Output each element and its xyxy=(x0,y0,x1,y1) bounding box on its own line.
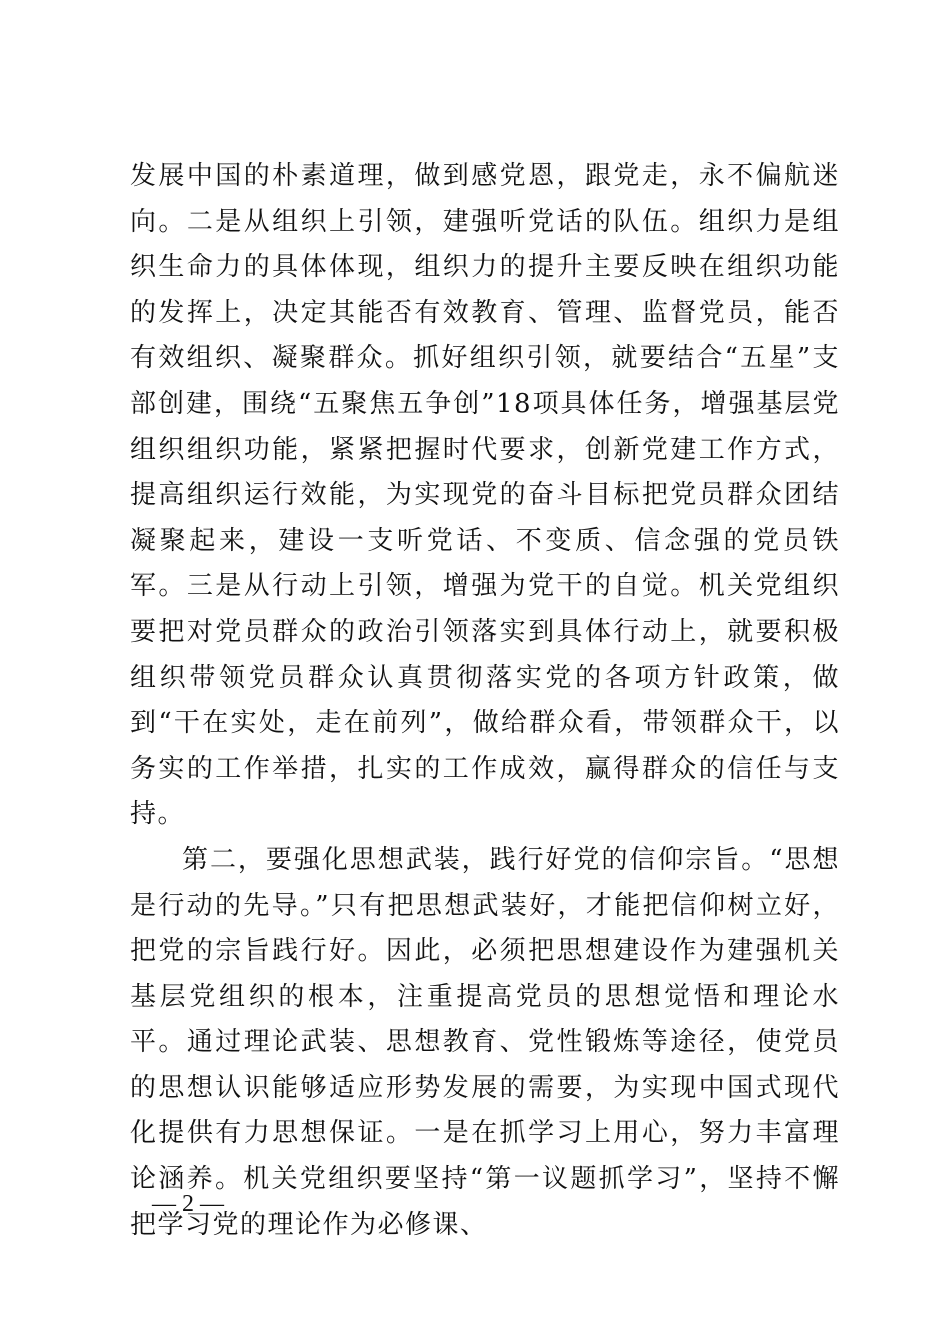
body-text xyxy=(130,154,840,1248)
page-number: — 2 — xyxy=(152,1191,224,1217)
paragraph-second-point: 第二，要强化思想武装，践行好党的信仰宗旨。“思想是行动的先导。”只有把思想武装好，才能把信仰树立好，把党的宗旨践行好。因此，必须把思想建设作为建强机关基层党组织的根本，注重提高党员的思想觉悟和理论水平。通过理论武装、思想教育、党性锻炼等途径，使党员的思想认识能够适应形势发展的需要，为实现中国式现代化提供有力思想保证。一是在抓学习上用心，努力丰富理论涵养。机关党组织要坚持“第一议题抓学习”，坚持不懈把学习党的理论作为必修课、 xyxy=(130,844,840,1240)
paragraph-continuation: 发展中国的朴素道理，做到感党恩，跟党走，永不偏航迷向。二是从组织上引领，建强听党话的队伍。组织力是组织生命力的具体体现，组织力的提升主要反映在组织功能的发挥上，决定其能否有效教育、管理、监督党员，能否有效组织、凝聚群众。抓好组织引领，就要结合“五星”支部创建，围绕“五聚焦五争创”18项具体任务，增强基层党组织组织功能，紧紧把握时代要求，创新党建工作方式，提高组织运行效能，为实现党的奋斗目标把党员群众团结凝聚起来，建设一支听党话、不变质、信念强的党员铁军。三是从行动上引领，增强为党干的自觉。机关党组织要把对党员群众的政治引领落实到具体行动上，就要积极组织带领党员群众认真贯彻落实党的各项方针政策，做到“干在实处，走在前列”，做给群众看，带领群众干，以务实的工作举措，扎实的工作成效，赢得群众的信任与支持。 xyxy=(130,161,840,830)
